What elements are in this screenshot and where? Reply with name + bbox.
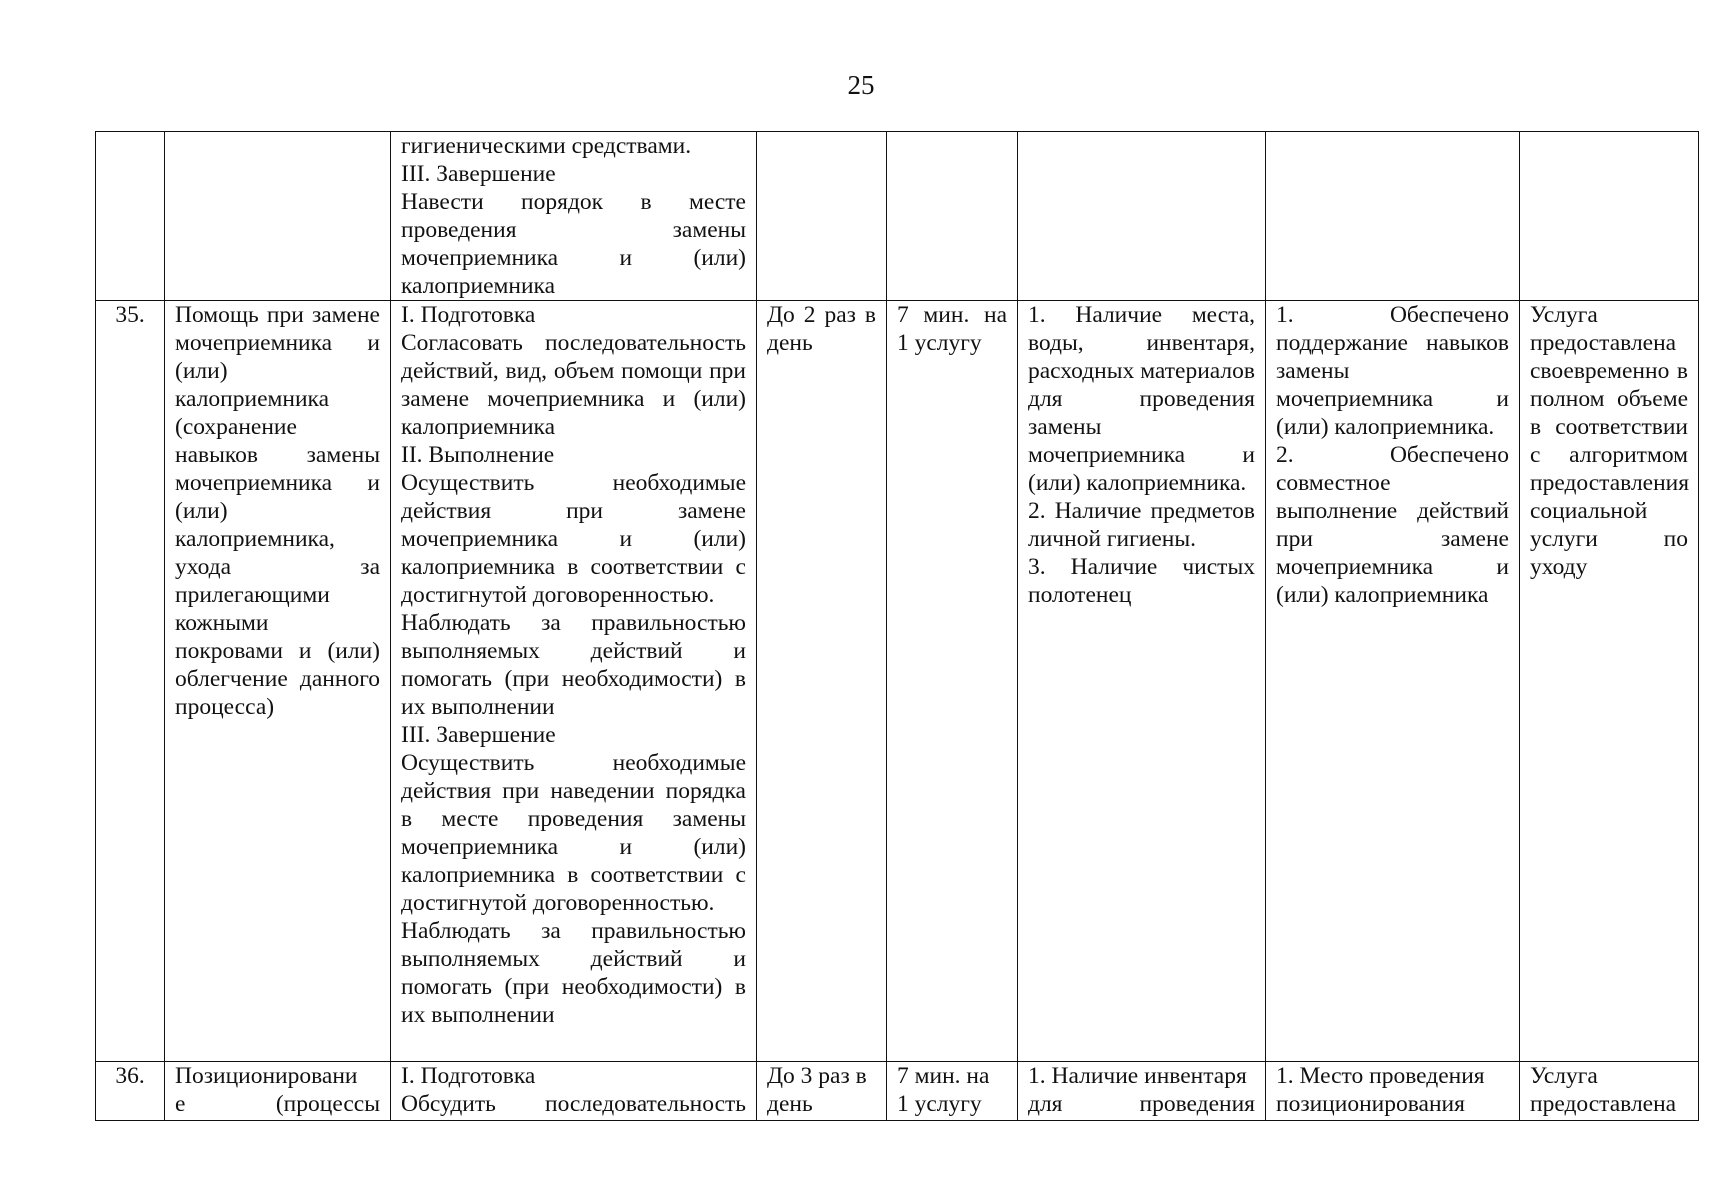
procedure-paragraph: Наблюдать за правильностью выполняемых действий и помогать (при необходимости) в их выполнении [401, 610, 746, 720]
cell-results [1266, 301, 1520, 1062]
frequency-line: день [767, 1091, 813, 1117]
frequency-text: До 2 раз в день [767, 302, 876, 356]
cell-conditions [1018, 132, 1266, 301]
condition-line: для проведения [1028, 1091, 1255, 1117]
result-line: 1. Место проведения [1276, 1063, 1485, 1089]
result-line: позиционирования [1276, 1091, 1465, 1117]
duration-text: 7 мин. на 1 услугу [897, 302, 1007, 356]
cell-frequency [757, 301, 887, 1062]
cell-duration [887, 301, 1018, 1062]
condition-line: 1. Наличие инвентаря [1028, 1063, 1247, 1089]
cell-evaluation [1520, 1062, 1699, 1121]
cell-duration [887, 1062, 1018, 1121]
table-row-35 [96, 301, 1699, 1062]
cell-duration [887, 132, 1018, 301]
procedure-paragraph: III. Завершение [401, 161, 556, 187]
cell-results [1266, 1062, 1520, 1121]
cell-procedure [391, 1062, 757, 1121]
procedure-paragraph: Наблюдать за правильностью выполняемых действий и помогать (при необходимости) в их выполнении [401, 918, 746, 1028]
result-item: 2. Обеспечено совместное выполнение действий при замене мочеприемника и (или) калоприемника [1276, 442, 1509, 608]
evaluation-line: Услуга [1530, 1063, 1598, 1089]
cell-conditions [1018, 301, 1266, 1062]
duration-line: 7 мин. на [897, 1063, 990, 1089]
result-item: 1. Обеспечено поддержание навыков замены мочеприемника и (или) калоприемника. [1276, 302, 1509, 440]
cell-number: 36. [96, 1062, 165, 1121]
procedure-line: I. Подготовка [401, 1063, 536, 1089]
condition-item: 3. Наличие чистых полотенец [1028, 554, 1255, 608]
cell-procedure [391, 301, 757, 1062]
procedure-paragraph: Осуществить необходимые действия при наведении порядка в месте проведения замены мочеприемника и (или) калоприемника в соответствии с достигнутой договоренностью. [401, 750, 746, 916]
table-row-36 [96, 1062, 1699, 1121]
cell-procedure [391, 132, 757, 301]
procedure-paragraph: Навести порядок в месте проведения замены мочеприемника и (или) калоприемника [401, 189, 746, 299]
table-row-continuation [96, 132, 1699, 301]
procedure-paragraph: II. Выполнение [401, 442, 555, 468]
procedure-paragraph: III. Завершение [401, 722, 556, 748]
procedure-paragraph: I. Подготовка [401, 302, 536, 328]
page-number: 25 [847, 70, 875, 100]
cell-number [96, 132, 165, 301]
evaluation-line: предоставлена [1530, 1091, 1677, 1117]
service-name: Помощь при замене мочеприемника и (или) калоприемника (сохранение навыков замены мочеприемника и (или) калоприемника, ухода за прилегающими кожными покровами и (или) облегчение данного процесса) [175, 302, 380, 720]
duration-line: 1 услугу [897, 1091, 982, 1117]
condition-item: 1. Наличие места, воды, инвентаря, расходных материалов для проведения замены мочеприемника и (или) калоприемника. [1028, 302, 1255, 496]
procedure-paragraph: Согласовать последовательность действий, вид, объем помощи при замене мочеприемника и (или) калоприемника [401, 330, 746, 440]
frequency-line: До 3 раз в [767, 1063, 867, 1089]
procedure-paragraph: Осуществить необходимые действия при замене мочеприемника и (или) калоприемника в соответствии с достигнутой договоренностью. [401, 470, 746, 608]
cell-results [1266, 132, 1520, 301]
cell-evaluation [1520, 132, 1699, 301]
cell-frequency [757, 1062, 887, 1121]
evaluation-text: Услуга предоставлена своевременно в полном объеме в соответствии с алгоритмом предоставления социальной услуги по уходу [1530, 302, 1690, 580]
cell-conditions [1018, 1062, 1266, 1121]
procedure-line: Обсудить последовательность [401, 1091, 746, 1117]
cell-service-name [165, 301, 391, 1062]
condition-item: 2. Наличие предметов личной гигиены. [1028, 498, 1255, 552]
cell-frequency [757, 132, 887, 301]
procedure-paragraph: гигиеническими средствами. [401, 133, 692, 159]
service-name-line: Позиционировани [175, 1063, 358, 1089]
cell-service-name [165, 132, 391, 301]
cell-evaluation [1520, 301, 1699, 1062]
cell-service-name [165, 1062, 391, 1121]
cell-number: 35. [96, 301, 165, 1062]
service-name-line: е (процессы [175, 1091, 380, 1117]
services-table [95, 131, 1699, 1121]
